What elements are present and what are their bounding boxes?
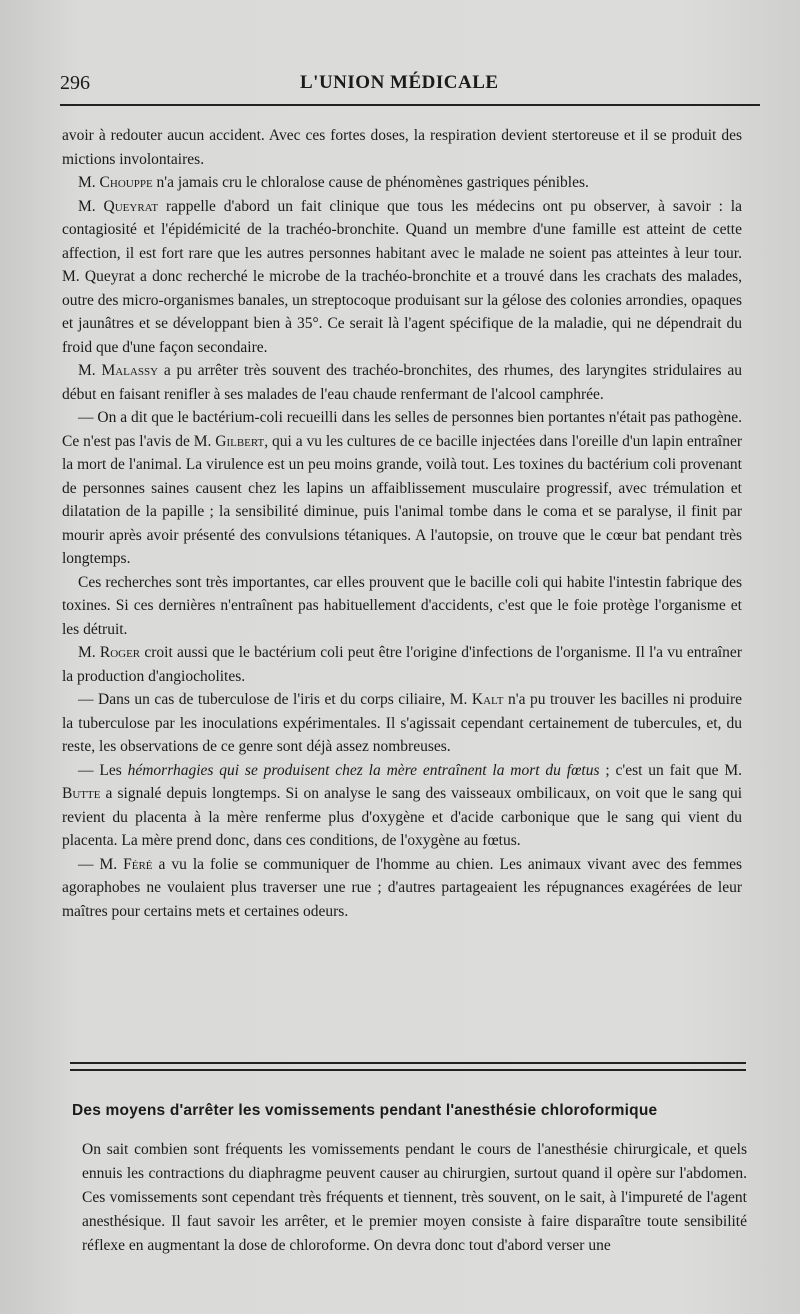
text-segment: M. xyxy=(78,174,100,191)
text-segment: M. xyxy=(78,362,102,379)
text-segment: rappelle d'abord un fait clinique que tous les médecins ont pu observer, à savoir : la contagiosité et l'épidémicité de la trachéo-bronchite. Quand un membre d'une famille est atteint de cette affection, il est fort rare que les autres personnes habitant avec le malade ne soient pas atteintes à leur tour. M. Queyrat a donc recherché le microbe de la trachéo-bronchite et a trouvé dans les crachats des malades, outre des micro-organismes banales, un streptocoque produisant sur la gélose des colonies arrondies, opaques et jaunâtres et se développant bien à 35°. Ce serait là l'agent spécifique de la maladie, qui ne dépendrait du froid que d'une façon secondaire. xyxy=(62,197,742,356)
paragraph xyxy=(62,195,742,360)
section-text xyxy=(82,1138,747,1258)
author-name: Malassy xyxy=(101,362,159,379)
text-segment: avoir à redouter aucun accident. Avec ces fortes doses, la respiration devient stertoreuse et il se produit des mictions involontaires. xyxy=(62,127,742,168)
text-segment: ; c'est un fait que M. xyxy=(599,761,743,779)
section-title: Des moyens d'arrêter les vomissements pendant l'anesthésie chloroformique xyxy=(72,1102,658,1119)
text-segment: a pu arrêter très souvent des trachéo-bronchites, des rhumes, des laryngites stridulaires au début en faisant renifler à ses malades de l'eau chaude renfermant de l'alcool camphrée. xyxy=(62,362,742,403)
paragraph xyxy=(62,641,742,688)
paragraph xyxy=(62,688,742,759)
body-text xyxy=(62,124,742,923)
text-segment: — Les xyxy=(78,761,128,779)
paragraph xyxy=(62,571,742,642)
paragraph xyxy=(62,124,742,171)
text-segment: a signalé depuis longtemps. Si on analyse le sang des vaisseaux ombilicaux, on voit que le sang qui revient du placenta à la mère renferme plus d'oxygène et d'acide carbonique que le sang qui vient du placenta. La mère prend donc, dans ces conditions, de l'oxygène au fœtus. xyxy=(62,785,742,849)
paragraph xyxy=(62,171,742,195)
text-segment: M. xyxy=(78,644,100,661)
page-header xyxy=(60,72,745,102)
paragraph xyxy=(62,406,742,571)
paragraph xyxy=(62,853,742,924)
author-name: Gilbert xyxy=(215,432,265,450)
text-segment: Ces recherches sont très importantes, car elles prouvent que le bacille coli qui habite l'intestin fabrique des toxines. Si ces dernières n'entraînent pas habituellement d'accidents, c'est que le foie protège l'organisme et les détruit. xyxy=(62,573,742,638)
text-segment: croit aussi que le bactérium coli peut être l'origine d'infections de l'organisme. Il l'a vu entraîner la production d'angiocholites. xyxy=(62,644,742,685)
text-segment: M. xyxy=(78,197,104,215)
author-name: Chouppe xyxy=(99,174,153,191)
author-name: Queyrat xyxy=(103,197,159,215)
text-segment: n'a pu trouver les bacilles ni produire la tuberculose par les inoculations expérimentales. Il s'agissait cependant certainement de tubercules, et, du reste, les observations de ce genre sont déjà assez nombreuses. xyxy=(62,691,742,755)
running-head: L'UNION MÉDICALE xyxy=(300,72,499,93)
header-rule xyxy=(60,104,760,106)
author-name: Kalt xyxy=(471,691,504,708)
text-segment: n'a jamais cru le chloralose cause de phénomènes gastriques pénibles. xyxy=(152,174,589,191)
paragraph xyxy=(62,359,742,406)
author-name: Roger xyxy=(99,644,141,661)
text-segment: — Dans un cas de tuberculose de l'iris et du corps ciliaire, M. xyxy=(78,691,472,708)
text-segment: , qui a vu les cultures de ce bacille injectées dans l'oreille d'un lapin entraîner la mort de l'animal. La virulence est un peu moins grande, voilà tout. Les toxines du bactérium coli provenant de personnes saines causent chez les lapins un affaiblissement musculaire progressif, avec trémulation et dilatation de la papille ; la sensibilité diminue, puis l'animal tombe dans le coma et se paralyse, il finit par mourir après avoir présenté des convulsions tétaniques. A l'autopsie, on trouve que le cœur bat pendant très longtemps. xyxy=(62,432,743,567)
author-name: Butte xyxy=(62,785,101,802)
text-segment: — On a dit que le bactérium-coli recueilli dans les selles de personnes bien portantes n'était pas pathogène. Ce n'est pas l'avis de M. xyxy=(62,409,742,450)
text-segment: a vu la folie se communiquer de l'homme au chien. Les animaux vivant avec des femmes agoraphobes ne voulaient plus traverser une rue ; d'autres partageaient les répugnances exagérées de leur maîtres pour certains mets et certaines odeurs. xyxy=(62,855,742,920)
section-separator xyxy=(70,1062,746,1071)
text-segment: — M. xyxy=(78,855,124,873)
italic-phrase: hémorrhagies qui se produisent chez la mère entraînent la mort du fœtus xyxy=(127,761,600,779)
page-number: 296 xyxy=(60,72,90,94)
section-paragraph: On sait combien sont fréquents les vomissements pendant le cours de l'anesthésie chirurgicale, et quels ennuis les contractions du diaphragme peuvent causer au chirurgien, surtout quand il opère sur l'abdomen. Ces vomissements sont cependant très fréquents et tiennent, très souvent, on le sait, à l'impureté de l'agent anesthésique. Il faut savoir les arrêter, et le premier moyen consiste à faire disparaître toute sensibilité réflexe en augmentant la dose de chloroforme. On devra donc tout d'abord verser une xyxy=(82,1141,747,1254)
author-name: Féré xyxy=(123,855,153,873)
paragraph xyxy=(62,759,742,853)
